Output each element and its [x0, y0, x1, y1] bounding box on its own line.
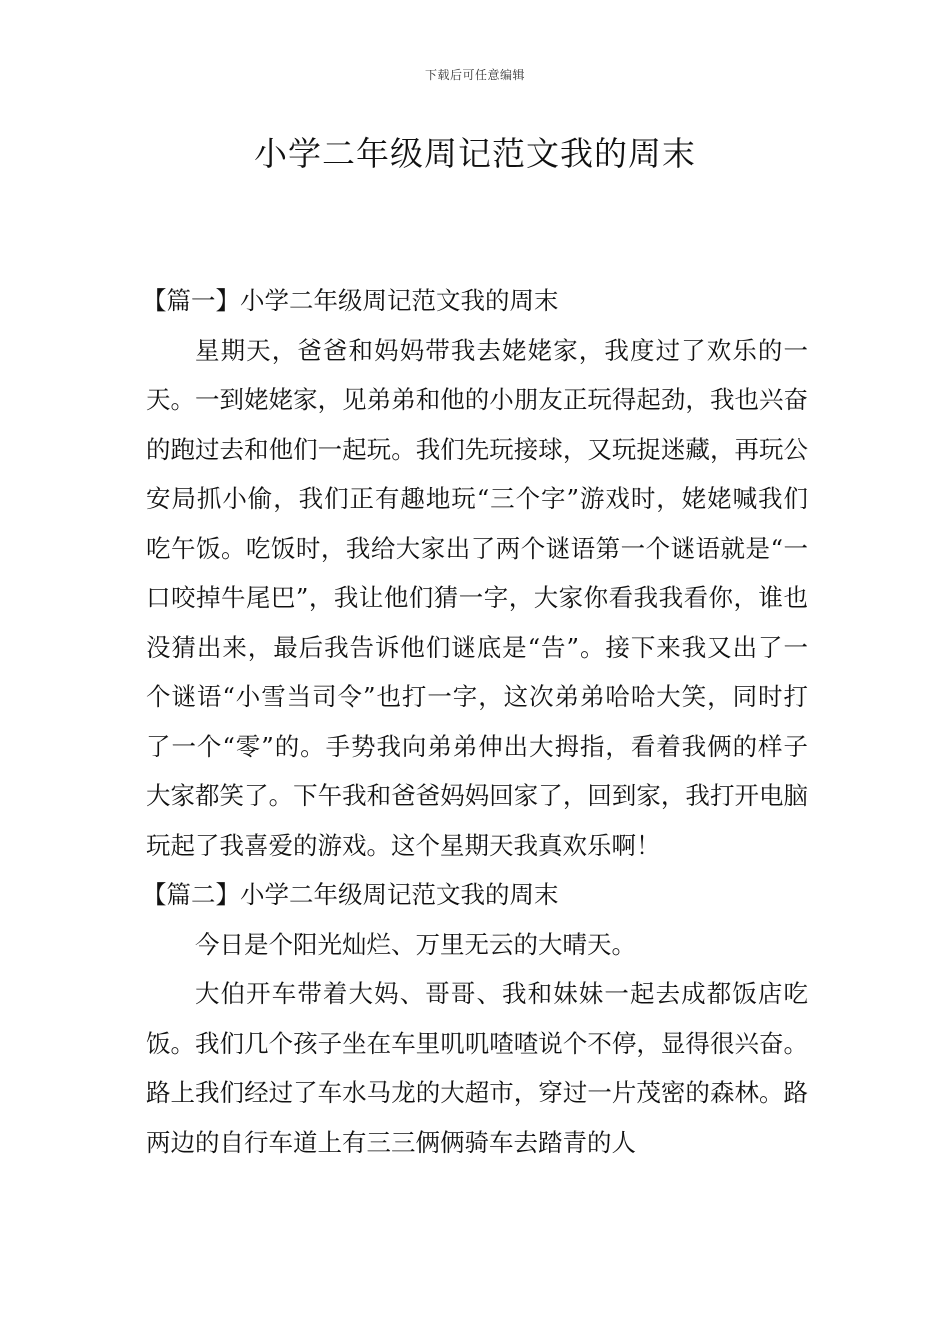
- section-2: [142, 870, 808, 1167]
- document-title: 小学二年级周记范文我的周末: [254, 134, 696, 173]
- header-note: 下载后可任意编辑: [424, 68, 525, 82]
- paragraph: 今日是个阳光灿烂、万里无云的大晴天。: [195, 929, 636, 959]
- paragraph: 大伯开车带着大妈、哥哥、我和妹妹一起去成都饭店吃饭。我们几个孩子坐在车里叽叽喳喳说个不停，显得很兴奋。路上我们经过了车水马龙的大超市，穿过一片茂密的森林。路两边的自行车道上有三三俩俩骑车去踏青的人: [146, 979, 808, 1157]
- section-heading: 【篇二】小学二年级周记范文我的周末: [142, 880, 559, 909]
- paragraph: 星期天，爸爸和妈妈带我去姥姥家，我度过了欢乐的一天。一到姥姥家，见弟弟和他的小朋友正玩得起劲，我也兴奋的跑过去和他们一起玩。我们先玩接球，又玩捉迷藏，再玩公安局抓小偷，我们正有趣地玩“三个字”游戏时，姥姥喊我们吃午饭。吃饭时，我给大家出了两个谜语第一个谜语就是“一口咬掉牛尾巴”，我让他们猜一字，大家你看我我看你，谁也没猜出来，最后我告诉他们谜底是“告”。接下来我又出了一个谜语“小雪当司令”也打一字，这次弟弟哈哈大笑，同时打了一个“零”的。手势我向弟弟伸出大拇指，看着我俩的样子大家都笑了。下午我和爸爸妈妈回家了，回到家，我打开电脑玩起了我喜爱的游戏。这个星期天我真欢乐啊！: [146, 335, 808, 860]
- section-1: [142, 276, 808, 870]
- document-body: [142, 276, 808, 1167]
- section-heading: 【篇一】小学二年级周记范文我的周末: [142, 286, 559, 315]
